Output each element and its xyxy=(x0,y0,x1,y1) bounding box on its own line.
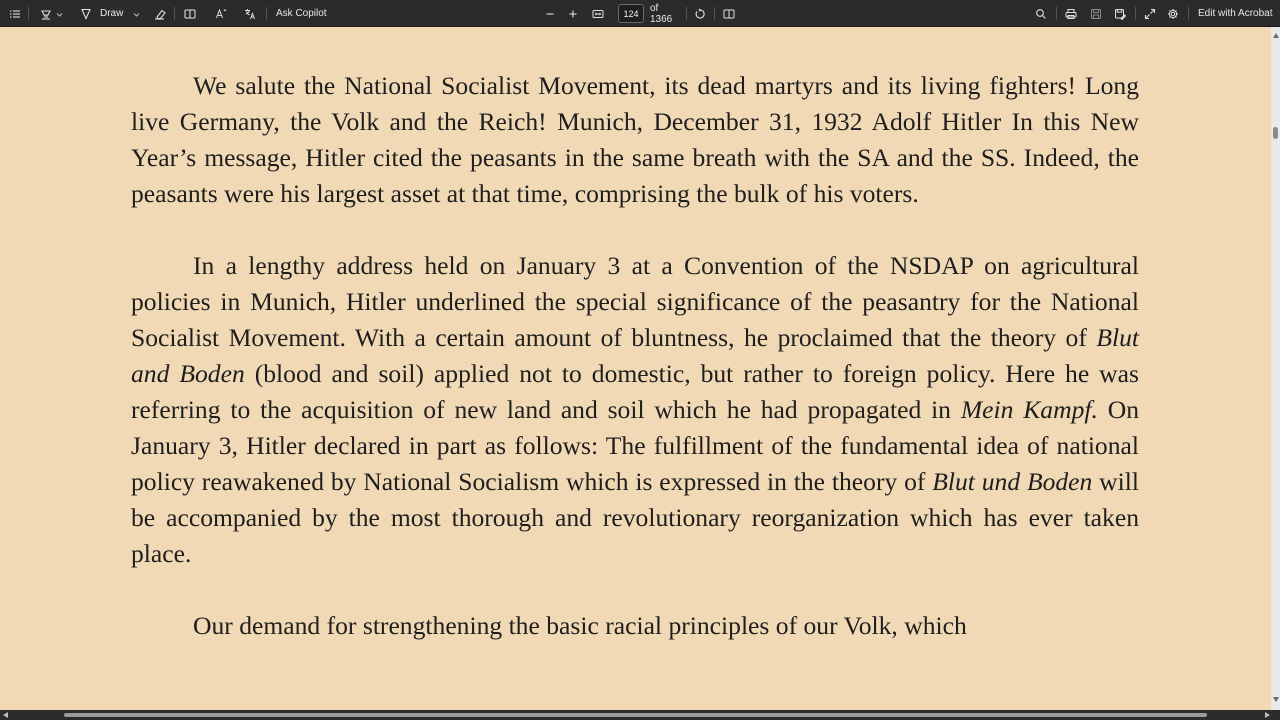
pen-icon xyxy=(80,8,92,20)
italic-text: Blut and Boden xyxy=(131,323,1139,388)
paragraph xyxy=(131,608,1139,644)
italic-text: Blut und Boden xyxy=(932,467,1093,496)
document-viewport xyxy=(0,27,1271,710)
toolbar-divider xyxy=(1056,7,1057,20)
draw-label: Draw xyxy=(100,8,124,19)
toolbar-divider xyxy=(714,7,715,20)
toolbar-divider xyxy=(28,7,29,20)
translate-button[interactable] xyxy=(242,0,258,27)
horizontal-scrollbar[interactable] xyxy=(0,710,1280,720)
search-button[interactable] xyxy=(1034,0,1048,27)
toolbar-divider xyxy=(174,7,175,20)
scroll-left-arrow-icon[interactable] xyxy=(3,712,8,718)
contents-list-icon[interactable] xyxy=(8,0,22,27)
text-segment: We salute the National Socialist Movement, its dead martyrs and its living fighters! Long live Germany, the Volk and the Reich! Munich, December 31, 1932 Adolf Hitler In this New Year’s message, Hitler cited the peasants in the same breath with the SA and the SS. Indeed, the peasants were his largest asset at that time, comprising the bulk of his voters. xyxy=(131,71,1139,208)
page-total: of 1366 xyxy=(650,2,673,25)
paragraph xyxy=(131,68,1139,212)
printer-icon xyxy=(1065,8,1077,20)
draw-tool-button[interactable] xyxy=(80,0,126,27)
text-segment: In a lengthy address held on January 3 at a Convention of the NSDAP on agricultural policies in Munich, Hitler underlined the special significance of the peasantry for the National Socialist Movement. With a certain amount of bluntness, he proclaimed that the theory of xyxy=(131,251,1139,352)
toolbar-divider xyxy=(1188,7,1189,20)
highlighter-icon xyxy=(40,8,52,20)
zoom-in-button[interactable] xyxy=(566,0,580,27)
plus-icon xyxy=(567,8,579,20)
vertical-scrollbar[interactable] xyxy=(1271,27,1280,710)
full-screen-button[interactable] xyxy=(1143,0,1157,27)
ask-copilot-button[interactable]: Ask Copilot xyxy=(276,8,327,19)
read-aloud-button[interactable] xyxy=(213,0,229,27)
pdf-toolbar xyxy=(0,0,1280,27)
save-as-button[interactable] xyxy=(1113,0,1127,27)
gear-icon xyxy=(1167,8,1179,20)
two-page-icon xyxy=(723,8,735,20)
scroll-down-arrow-icon[interactable] xyxy=(1273,697,1279,702)
edit-with-acrobat-button[interactable]: Edit with Acrobat xyxy=(1198,8,1273,19)
eraser-button[interactable] xyxy=(153,0,167,27)
zoom-out-button[interactable] xyxy=(543,0,557,27)
toolbar-divider xyxy=(266,7,267,20)
expand-icon xyxy=(1144,8,1156,20)
scroll-right-arrow-icon[interactable] xyxy=(1265,712,1270,718)
italic-text: Mein Kampf. xyxy=(960,395,1098,424)
eraser-icon xyxy=(154,8,166,20)
toolbar-divider xyxy=(686,7,687,20)
draw-options-dropdown[interactable] xyxy=(130,0,142,27)
page-text xyxy=(131,68,1139,680)
book-open-icon xyxy=(184,8,196,20)
toolbar-divider xyxy=(1135,7,1136,20)
text-segment: Our demand for strengthening the basic racial principles of our Volk, which xyxy=(193,611,967,640)
rotate-icon xyxy=(694,8,706,20)
save-icon xyxy=(1090,8,1102,20)
text-segment: On January 3, Hitler declared in part as follows: The fulfillment of the fundamental idea of national policy reawakened by National Socialism which is expressed in the theory of xyxy=(131,395,1139,496)
minus-icon xyxy=(544,8,556,20)
paragraph xyxy=(131,248,1139,572)
save-button[interactable] xyxy=(1089,0,1103,27)
print-button[interactable] xyxy=(1064,0,1078,27)
search-icon xyxy=(1035,8,1047,20)
text-segment: (blood and soil) applied not to domestic, but rather to foreign policy. Here he was referring to the acquisition of new land and soil which he had propagated in xyxy=(131,359,1139,424)
save-as-icon xyxy=(1114,8,1126,20)
translate-icon xyxy=(244,8,256,20)
highlight-tool-button[interactable] xyxy=(36,0,66,27)
horizontal-scroll-thumb[interactable] xyxy=(64,713,1207,717)
chevron-down-icon xyxy=(56,10,63,17)
scroll-up-arrow-icon[interactable] xyxy=(1273,33,1279,38)
chevron-down-icon xyxy=(133,10,140,17)
rotate-button[interactable] xyxy=(693,0,707,27)
page-view-button[interactable] xyxy=(183,0,197,27)
text-segment: will be accompanied by the most thorough and revolutionary reorganization which has ever taken place. xyxy=(131,467,1139,568)
vertical-scroll-thumb[interactable] xyxy=(1273,127,1278,139)
settings-button[interactable] xyxy=(1166,0,1180,27)
page-number-input[interactable]: 124 xyxy=(618,4,644,23)
two-page-view-button[interactable] xyxy=(722,0,736,27)
read-aloud-icon xyxy=(215,8,227,20)
fit-page-button[interactable] xyxy=(591,0,605,27)
fit-width-icon xyxy=(592,8,604,20)
